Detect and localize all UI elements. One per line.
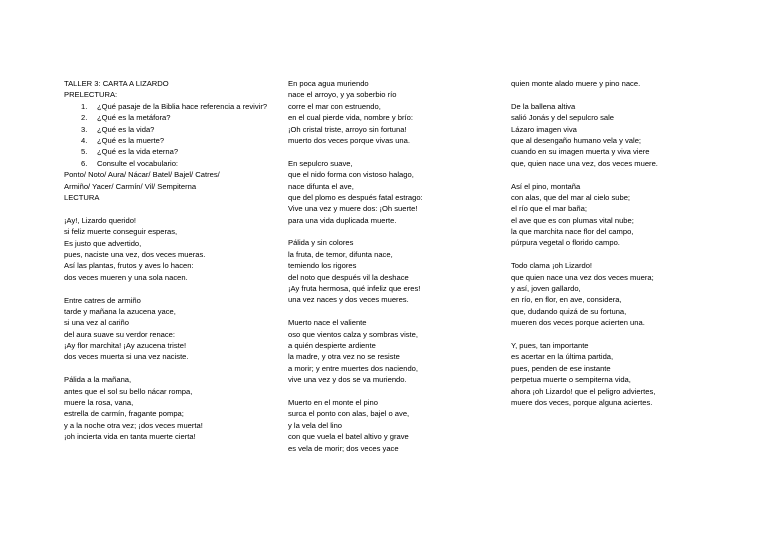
poem-line: a morir; y entre muertes dos naciendo, xyxy=(288,363,418,373)
poem-line: púrpura vegetal o florido campo. xyxy=(511,238,620,248)
poem-line: Pálida a la mañana, xyxy=(64,375,132,385)
poem-stanzas xyxy=(64,203,269,442)
poem-stanzas xyxy=(288,78,493,454)
poem-line: dos veces muerta si una vez naciste. xyxy=(64,352,189,362)
poem-line: la fruta, de temor, difunta nace, xyxy=(288,249,393,259)
question-item: 6. Consulte el vocabulario: xyxy=(81,158,179,168)
poem-line: ahora ¡oh Lizardo! que el peligro adviertes, xyxy=(511,386,656,396)
question-list xyxy=(64,101,269,169)
poem-line: temiendo los rigores xyxy=(288,261,357,271)
vocab-line: Ponto/ Noto/ Aura/ Nácar/ Batel/ Bajel/ Catres/ xyxy=(64,170,220,180)
poem-line: ¡Ay!, Lizardo querido! xyxy=(64,215,137,225)
poem-line: la madre, y otra vez no se resiste xyxy=(288,352,400,362)
stanza-gap xyxy=(288,146,493,157)
column-2 xyxy=(288,78,493,454)
poem-line: Todo clama ¡oh Lizardo! xyxy=(511,261,593,271)
stanza xyxy=(288,317,493,385)
poem-line: ¡Oh cristal triste, arroyo sin fortuna! xyxy=(288,124,407,134)
question-item: 3. ¿Qué es la vida? xyxy=(81,124,155,134)
question-item: 5. ¿Qué es la vida eterna? xyxy=(81,147,179,157)
poem-line: nace difunta el ave, xyxy=(288,181,354,191)
question-item: 2. ¿Qué es la metáfora? xyxy=(81,113,171,123)
poem-line: con alas, que del mar al cielo sube; xyxy=(511,192,631,202)
lectura-label: LECTURA xyxy=(64,193,100,202)
poem-line: y a la noche otra vez; ¡dos veces muerta! xyxy=(64,420,203,430)
poem-line: a quién despierte ardiente xyxy=(288,340,376,350)
stanza xyxy=(511,101,721,169)
poem-line: para una vida duplicada muerte. xyxy=(288,215,397,225)
poem-line: Muerto nace el valiente xyxy=(288,318,367,328)
poem-line: si una vez al cariño xyxy=(64,318,130,328)
stanza-gap xyxy=(288,306,493,317)
stanza xyxy=(288,158,493,226)
poem-line: dos veces mueren y una sola nacen. xyxy=(64,272,188,282)
stanza-gap xyxy=(511,169,721,180)
poem-line: que, dudando quizá de su fortuna, xyxy=(511,306,627,316)
stanza xyxy=(511,260,721,328)
poem-line: nace el arroyo, y ya soberbio río xyxy=(288,90,397,100)
poem-stanzas xyxy=(511,78,721,408)
poem-line: muere la rosa, vana, xyxy=(64,398,134,408)
poem-line: salió Jonás y del sepulcro sale xyxy=(511,113,614,123)
poem-line: oso que vientos calza y sombras viste, xyxy=(288,329,418,339)
poem-line: una vez naces y dos veces mueres. xyxy=(288,295,409,305)
poem-line: es vela de morir; dos veces yace xyxy=(288,443,399,453)
poem-line: En poca agua muriendo xyxy=(288,79,369,88)
poem-line: Y, pues, tan importante xyxy=(511,340,589,350)
stanza xyxy=(64,374,269,442)
stanza-gap xyxy=(64,283,269,294)
poem-line: vive una vez y dos se va muriendo. xyxy=(288,375,407,385)
document-title: TALLER 3: CARTA A LIZARDO xyxy=(64,79,169,88)
poem-line: del noto que después vil la deshace xyxy=(288,272,409,282)
poem-line: la que marchita nace flor del campo, xyxy=(511,227,634,237)
stanza xyxy=(288,397,493,454)
stanza xyxy=(288,78,493,146)
poem-line: con que vuela el batel altivo y grave xyxy=(288,432,409,442)
stanza xyxy=(511,340,721,408)
poem-line: tarde y mañana la azucena yace, xyxy=(64,306,176,316)
poem-line: surca el ponto con alas, bajel o ave, xyxy=(288,409,410,419)
poem-line: Vive una vez y muere dos: ¡Oh suerte! xyxy=(288,204,418,214)
stanza-gap xyxy=(64,203,269,214)
poem-line: En sepulcro suave, xyxy=(288,158,353,168)
prelectura-label: PRELECTURA: xyxy=(64,90,118,100)
poem-line: que el nido forma con vistoso halago, xyxy=(288,170,414,180)
poem-line: el ave que es con plumas vital nube; xyxy=(511,215,634,225)
poem-line: muerto dos veces porque vivas una. xyxy=(288,135,410,145)
poem-line: Muerto en el monte el pino xyxy=(288,397,378,407)
poem-line: que, quien nace una vez, dos veces muere. xyxy=(511,158,658,168)
poem-line: que quien nace una vez dos veces muera; xyxy=(511,272,654,282)
poem-line: estrella de carmín, fragante pompa; xyxy=(64,409,184,419)
column-1 xyxy=(64,78,269,443)
stanza-gap xyxy=(64,363,269,374)
poem-line: mueren dos veces porque acierten una. xyxy=(511,318,645,328)
stanza-gap xyxy=(288,386,493,397)
poem-line: en río, en flor, en ave, considera, xyxy=(511,295,622,305)
poem-line: del aura suave su verdor renace: xyxy=(64,329,176,339)
poem-line: antes que el sol su bello nácar rompa, xyxy=(64,386,193,396)
poem-line: cuando en su imagen muerta y viva viere xyxy=(511,147,650,157)
stanza xyxy=(64,295,269,363)
poem-line: De la ballena altiva xyxy=(511,101,576,111)
poem-line: Es justo que advertido, xyxy=(64,238,142,248)
poem-line: ¡Ay fruta hermosa, qué infeliz que eres! xyxy=(288,284,421,294)
poem-line: Entre catres de armiño xyxy=(64,295,141,305)
poem-line: Pálida y sin colores xyxy=(288,238,354,248)
poem-line: quien monte alado muere y pino nace. xyxy=(511,79,641,88)
poem-line: si feliz muerte conseguir esperas, xyxy=(64,227,178,237)
poem-line: Así el pino, montaña xyxy=(511,181,581,191)
stanza-gap xyxy=(511,249,721,260)
poem-line: pues, naciste una vez, dos veces mueras. xyxy=(64,249,206,259)
poem-line: ¡Ay flor marchita! ¡Ay azucena triste! xyxy=(64,341,187,351)
poem-line: que al desengaño humano vela y vale; xyxy=(511,135,642,145)
stanza-gap xyxy=(511,329,721,340)
poem-line: el río que el mar baña; xyxy=(511,204,587,214)
poem-line: ¡oh incierta vida en tanta muerte cierta! xyxy=(64,432,196,442)
stanza xyxy=(511,181,721,249)
question-item: 1. ¿Qué pasaje de la Biblia hace referencia a revivir? xyxy=(81,101,268,111)
stanza xyxy=(288,237,493,305)
poem-line: corre el mar con estruendo, xyxy=(288,101,381,111)
poem-line: perpetua muerte o sempiterna vida, xyxy=(511,375,631,385)
poem-line: muere dos veces, porque alguna aciertes. xyxy=(511,397,653,407)
poem-line: y así, joven gallardo, xyxy=(511,284,581,294)
column-3 xyxy=(511,78,721,408)
stanza-gap xyxy=(511,89,721,100)
poem-line: y la vela del lino xyxy=(288,420,343,430)
poem-line: que del plomo es después fatal estrago: xyxy=(288,192,423,202)
question-item: 4. ¿Qué es la muerte? xyxy=(81,136,165,145)
poem-line: en el cual pierde vida, nombre y brío: xyxy=(288,113,413,123)
poem-line: es acertar en la última partida, xyxy=(511,352,614,362)
stanza xyxy=(64,215,269,283)
poem-line: Lázaro imagen viva xyxy=(511,124,577,134)
poem-line: Así las plantas, frutos y aves lo hacen: xyxy=(64,261,194,271)
stanza xyxy=(511,78,721,89)
stanza-gap xyxy=(288,226,493,237)
poem-line: pues, penden de ese instante xyxy=(511,363,611,373)
vocab-line: Armiño/ Yacer/ Carmín/ Vil/ Sempiterna xyxy=(64,181,197,191)
